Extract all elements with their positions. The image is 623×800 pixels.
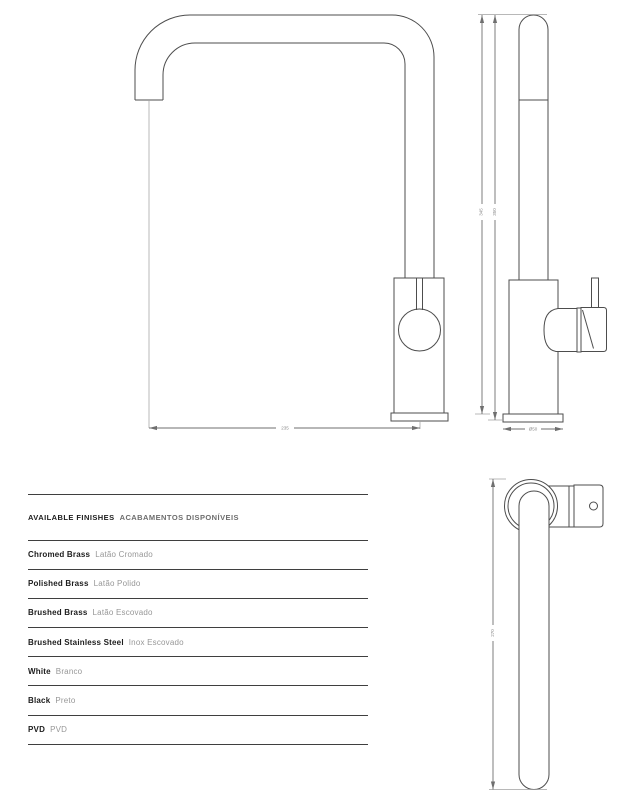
side-base-flange <box>503 414 563 422</box>
side-height-a-dimension-label: 345 <box>478 208 484 216</box>
finish-name-en: PVD <box>28 725 46 735</box>
finish-name-en: Brushed Stainless Steel <box>28 637 124 647</box>
finish-name-en: Polished Brass <box>28 579 89 589</box>
finish-row <box>28 570 368 599</box>
finish-name-pt: Latão Polido <box>93 579 141 589</box>
dimension-arrow-icon <box>412 426 420 430</box>
finish-name-en: White <box>28 666 51 676</box>
side-height-b-dimension-label: 350 <box>492 208 497 216</box>
dimension-arrow-icon <box>493 412 497 420</box>
side-riser-tube <box>519 15 548 280</box>
finish-name-en: Brushed Brass <box>28 608 88 618</box>
top-handle-lever <box>574 485 603 527</box>
front-reach-dimension-label: 235 <box>281 425 289 431</box>
top-view-drawing <box>489 479 603 790</box>
finish-name-pt: Branco <box>55 666 83 676</box>
finish-row <box>28 541 368 570</box>
finish-row <box>28 628 368 657</box>
front-base-flange <box>391 413 448 421</box>
front-handle-joint <box>399 309 441 351</box>
finish-name-pt: Inox Escovado <box>128 637 184 647</box>
dimension-arrow-icon <box>503 427 511 431</box>
finish-row <box>28 657 368 686</box>
finishes-title-pt: ACABAMENTOS DISPONÍVEIS <box>119 512 239 522</box>
side-handle-collar <box>577 308 581 352</box>
available-finishes-table <box>28 494 368 745</box>
side-view-drawing <box>475 15 607 432</box>
finishes-table-header <box>28 495 368 541</box>
finish-name-en: Black <box>28 696 51 706</box>
finishes-title-en: AVAILABLE FINISHES <box>28 512 115 522</box>
dimension-arrow-icon <box>493 15 497 23</box>
base-diameter-dimension-label: Ø50 <box>528 426 538 432</box>
front-spout-outer <box>135 15 434 278</box>
side-handle-base <box>544 309 577 352</box>
side-handle-lever <box>581 308 607 352</box>
dimension-arrow-icon <box>149 426 157 430</box>
top-length-dimension-label: 270 <box>490 629 495 637</box>
finish-name-pt: Latão Cromado <box>95 550 153 560</box>
front-spout-inner <box>163 43 405 278</box>
dimension-arrow-icon <box>480 15 484 23</box>
finish-row <box>28 686 368 715</box>
front-view-drawing <box>135 15 448 431</box>
dimension-arrow-icon <box>555 427 563 431</box>
finish-row <box>28 716 368 745</box>
finish-name-pt: Latão Escovado <box>92 608 153 618</box>
finish-row <box>28 599 368 628</box>
dimension-arrow-icon <box>491 782 495 790</box>
front-body <box>394 278 444 413</box>
finish-name-en: Chromed Brass <box>28 550 91 560</box>
top-spout <box>519 491 549 790</box>
side-handle-pin <box>592 278 599 308</box>
finish-name-pt: Preto <box>55 696 76 706</box>
dimension-arrow-icon <box>480 406 484 414</box>
finish-name-pt: PVD <box>50 725 68 735</box>
dimension-arrow-icon <box>491 479 495 487</box>
